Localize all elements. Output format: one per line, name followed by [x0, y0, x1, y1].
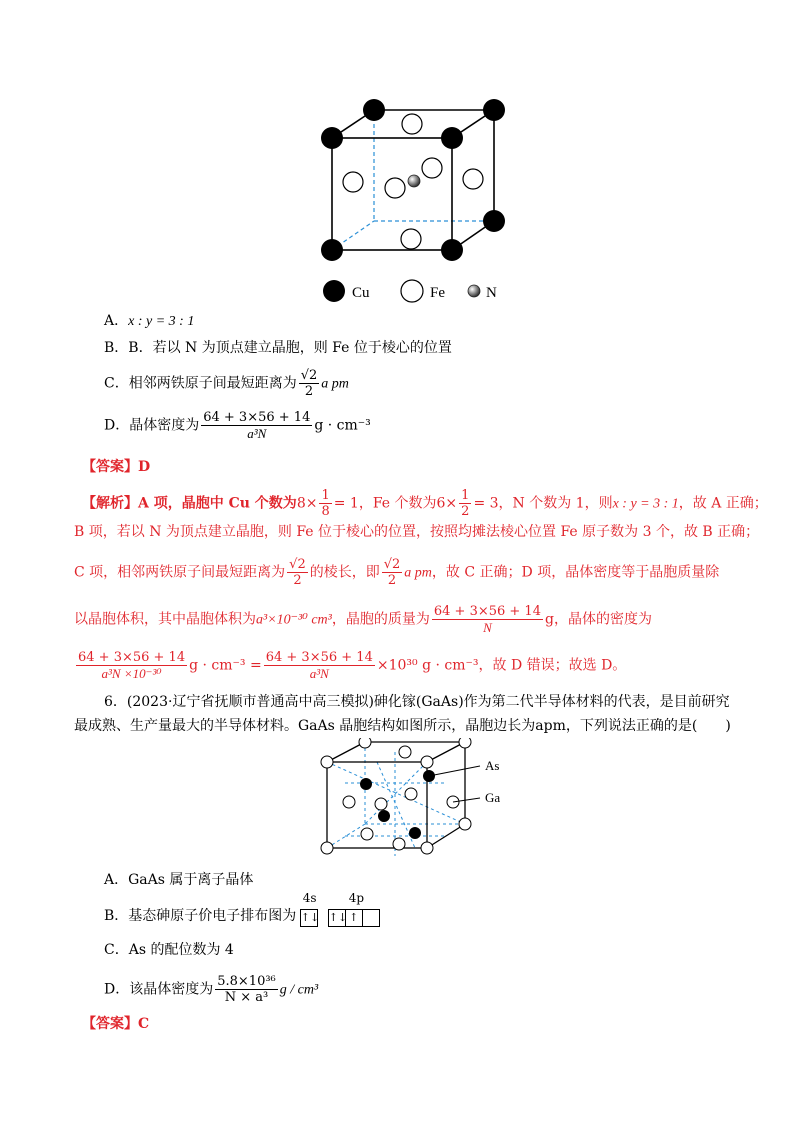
legend-fe-label: Fe: [430, 285, 445, 301]
as-atom: [378, 810, 390, 822]
q5-option-d: D．晶体密度为 $\frac{64 + 3\times 56 + 14}{\text{a³N}}$ g · cm⁻³: [104, 410, 371, 441]
legend-cu-label: Cu: [352, 285, 370, 301]
orbital-box: ↑: [345, 909, 363, 927]
ga-atom: [421, 756, 433, 768]
fe-atom: [463, 169, 483, 189]
q5-option-b: B．B．若以 N 为顶点建立晶胞，则 Fe 位于棱心的位置: [104, 340, 452, 356]
q6-stem-line-2: 最成熟、生产量最大的半导体材料。GaAs 晶胞结构如图所示，晶胞边长为apm，下列说法正确的是( ): [74, 718, 731, 734]
legend-cu-marker: [323, 280, 345, 302]
cu-atom: [321, 239, 343, 261]
q6-option-b: B．基态砷原子价电子排布图为 4s 4p ↑↓ ↑↓ ↑: [104, 906, 411, 926]
label-as: As: [485, 758, 500, 773]
fe-atom: [385, 178, 405, 198]
orbital-box: ↑↓: [300, 909, 318, 927]
q5-option-a: A．x : y = 3 : 1: [104, 313, 195, 329]
cu-atom: [483, 210, 505, 232]
orbital-box: [362, 909, 380, 927]
q6-option-d: D．该晶体密度为 $\frac{\text{5.8×10³⁶}}{\text{N × a³}}$ g / cm³: [104, 974, 319, 1005]
fe-atom: [401, 229, 421, 249]
cu-atom: [363, 99, 385, 121]
ga-atom: [375, 798, 387, 810]
ga-atom: [343, 796, 355, 808]
q5-analysis-line-2: B 项，若以 N 为顶点建立晶胞，则 Fe 位于棱心的位置，按照均摊法棱心位置 Fe 原子数为 3 个，故 B 正确；: [74, 524, 760, 540]
q6-option-c: C．As 的配位数为 4: [104, 942, 234, 958]
q5-answer: 【答案】D: [82, 459, 151, 475]
ga-atom: [359, 738, 371, 748]
crystal-cell-figure-2: [315, 738, 525, 868]
q5-analysis-line-5: $\frac{64 + 3\times 56 + 14}{\text{a³N ×10⁻³⁰}}$ g · cm⁻³ = $\frac{64 + 3\times 56 + 14}{\text{a³N}}$ ×10³⁰ g · cm⁻³，故 D 错误；故选 D。: [78, 650, 627, 681]
ga-atom: [399, 746, 411, 758]
as-atom: [409, 827, 421, 839]
orbital-4p-label: 4p: [348, 891, 365, 905]
q5-analysis-line-3: C 项，相邻两铁原子间最短距离为 $\frac{√2}{2}$ 的棱长，即 $\frac{√2}{2}$ a pm，故 C 正确；D 项，晶体密度等于晶胞质量除: [74, 557, 720, 588]
crystal-cell-figure-1: [300, 90, 530, 320]
ga-atom: [393, 838, 405, 850]
q5-analysis-line-1: 【解析】A 项，晶胞中 Cu 个数为8× $\frac{1}{8}$ = 1，Fe 个数为6× $\frac{1}{2}$ = 3，N 个数为 1，则x : y = 3 : 1，故 A 正确；: [82, 488, 768, 519]
ga-atom: [361, 828, 373, 840]
fe-atom: [343, 172, 363, 192]
ga-atom: [421, 842, 433, 854]
orbital-4s-label: 4s: [302, 891, 317, 905]
q6-answer: 【答案】C: [82, 1016, 150, 1032]
as-atom: [360, 778, 372, 790]
q5-option-c: C．相邻两铁原子间最短距离为 $\frac{√2}{2}$ a pm: [104, 368, 349, 399]
orbital-box: ↑↓: [328, 909, 346, 927]
fe-atom: [422, 158, 442, 178]
cu-atom: [483, 99, 505, 121]
q6-option-a: A．GaAs 属于离子晶体: [104, 872, 254, 888]
q5-analysis-line-4: 以晶胞体积，其中晶胞体积为a³×10⁻³⁰ cm³，晶胞的质量为 $\frac{64 + 3\times 56 + 14}{N}$ g，晶体的密度为: [74, 604, 652, 635]
q6-stem-line-1: 6．(2023·辽宁省抚顺市普通高中高三模拟)砷化镓(GaAs)作为第二代半导体材料的代表，是目前研究: [104, 694, 730, 710]
cu-atom: [321, 127, 343, 149]
ga-atom: [321, 756, 333, 768]
fe-atom: [402, 114, 422, 134]
ga-atom: [459, 818, 471, 830]
ga-atom: [321, 842, 333, 854]
legend-n-marker: [468, 285, 480, 297]
legend-n-label: N: [486, 285, 497, 301]
n-atom: [408, 175, 420, 187]
ga-atom: [459, 738, 471, 748]
ga-atom: [405, 788, 417, 800]
cu-atom: [441, 127, 463, 149]
cu-atom: [441, 239, 463, 261]
legend-fe-marker: [401, 280, 423, 302]
label-ga: Ga: [485, 790, 501, 805]
